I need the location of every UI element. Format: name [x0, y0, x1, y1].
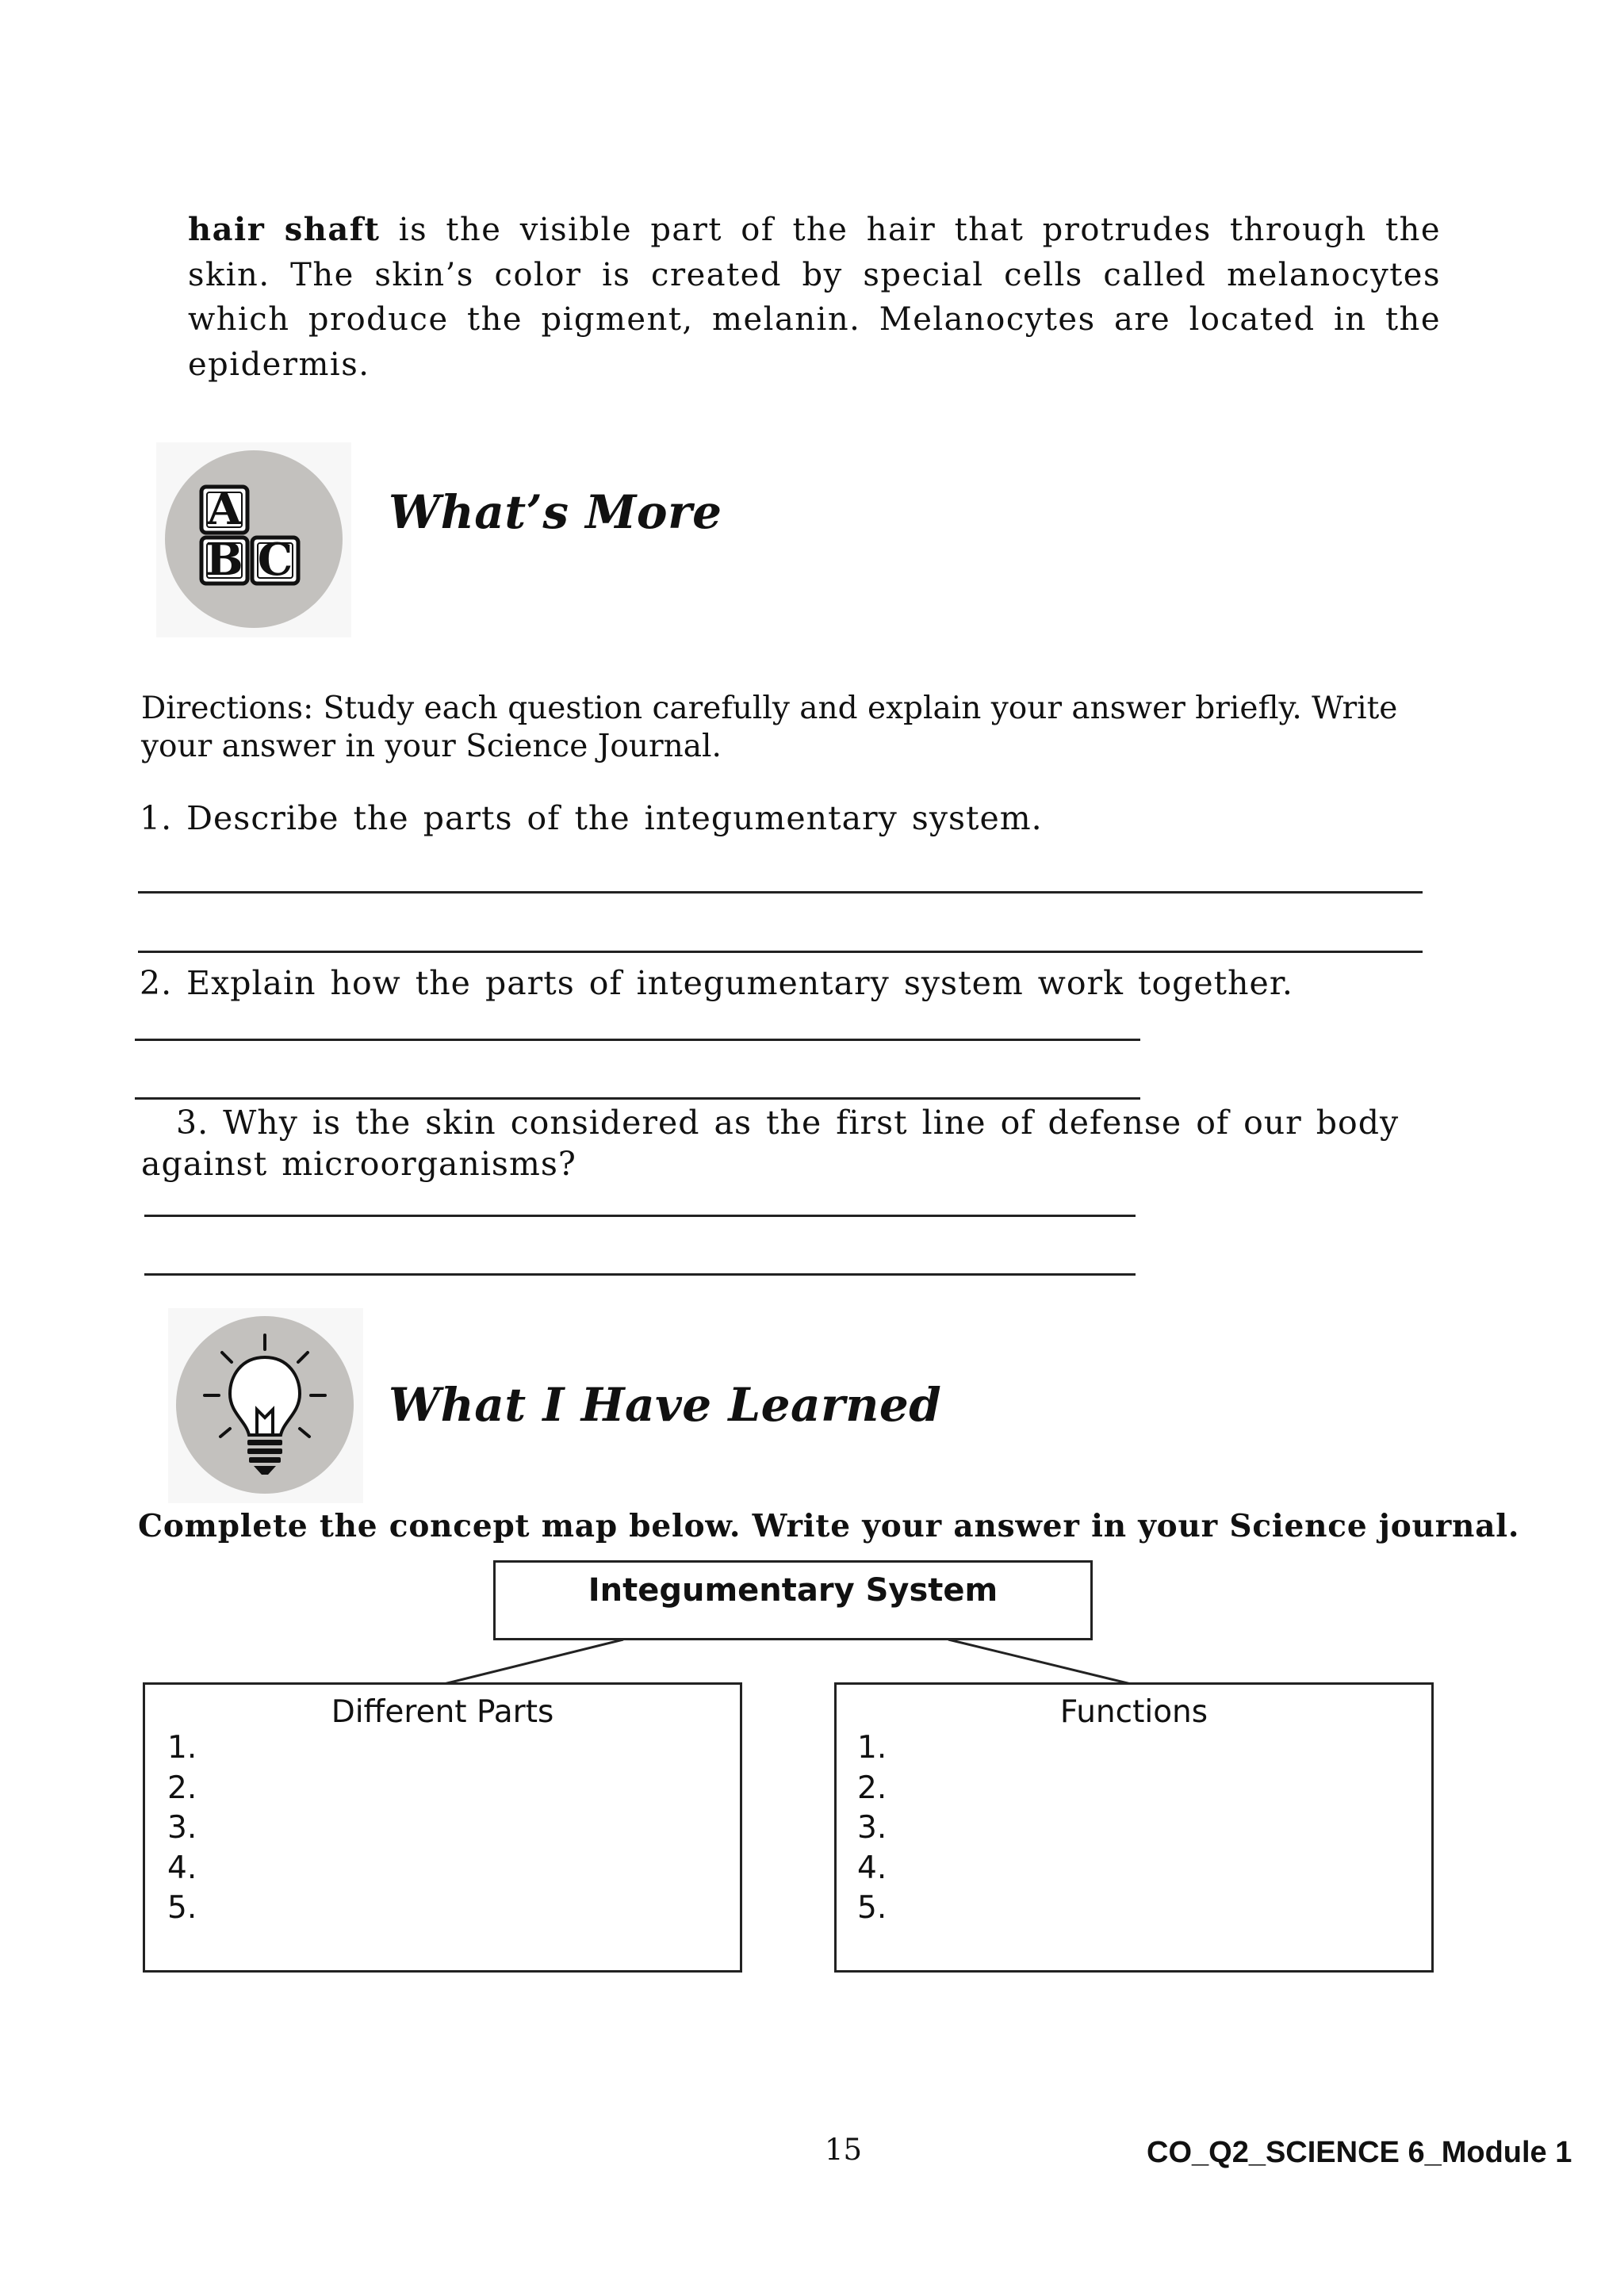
different-parts-heading: Different Parts — [331, 1694, 554, 1730]
question-1: 1. Describe the parts of the integumentary system. — [140, 799, 1043, 837]
directions-text: Directions: Study each question carefully and explain your answer briefly. Write your answer in your Science Journal. — [141, 691, 1398, 764]
list-item: 5. — [857, 1890, 887, 1926]
list-item: 3. — [167, 1810, 197, 1846]
block-b: B — [205, 534, 243, 586]
module-code: CO_Q2_SCIENCE 6_Module 1 — [1147, 2136, 1572, 2169]
root-label: Integumentary System — [588, 1572, 998, 1609]
functions-list — [857, 1728, 1431, 1929]
whats-more-title: What’s More — [389, 485, 722, 539]
bold-term: hair shaft — [188, 211, 381, 248]
block-a: A — [207, 483, 242, 535]
paragraph-text: is the visible part of the hair that protrudes through the skin. The skin’s color is created by special cells called melanocytes which produce the pigment, melanin. Melanocytes are located in the epidermis. — [188, 212, 1442, 383]
list-item: 1. — [167, 1730, 197, 1766]
list-item: 4. — [167, 1850, 197, 1886]
list-item: 5. — [167, 1890, 197, 1926]
different-parts-box[interactable] — [143, 1682, 742, 1973]
question-2: 2. Explain how the parts of integumentary system work together. — [140, 964, 1293, 1002]
page-number: 15 — [825, 2133, 863, 2167]
what-i-have-learned-title: What I Have Learned — [389, 1378, 942, 1432]
list-item: 2. — [857, 1770, 887, 1806]
block-c: C — [257, 534, 293, 586]
list-item: 4. — [857, 1850, 887, 1886]
functions-heading: Functions — [1059, 1694, 1208, 1730]
list-item: 1. — [857, 1730, 887, 1766]
functions-box[interactable] — [834, 1682, 1434, 1973]
list-item: 2. — [167, 1770, 197, 1806]
concept-map-root — [493, 1560, 1093, 1640]
list-item: 3. — [857, 1810, 887, 1846]
different-parts-list — [167, 1728, 740, 1929]
question-3: 3. Why is the skin considered as the first line of defense of our body against microorganisms? — [141, 1104, 1400, 1183]
concept-map-instruction: Complete the concept map below. Write your answer in your Science journal. — [138, 1508, 1520, 1544]
